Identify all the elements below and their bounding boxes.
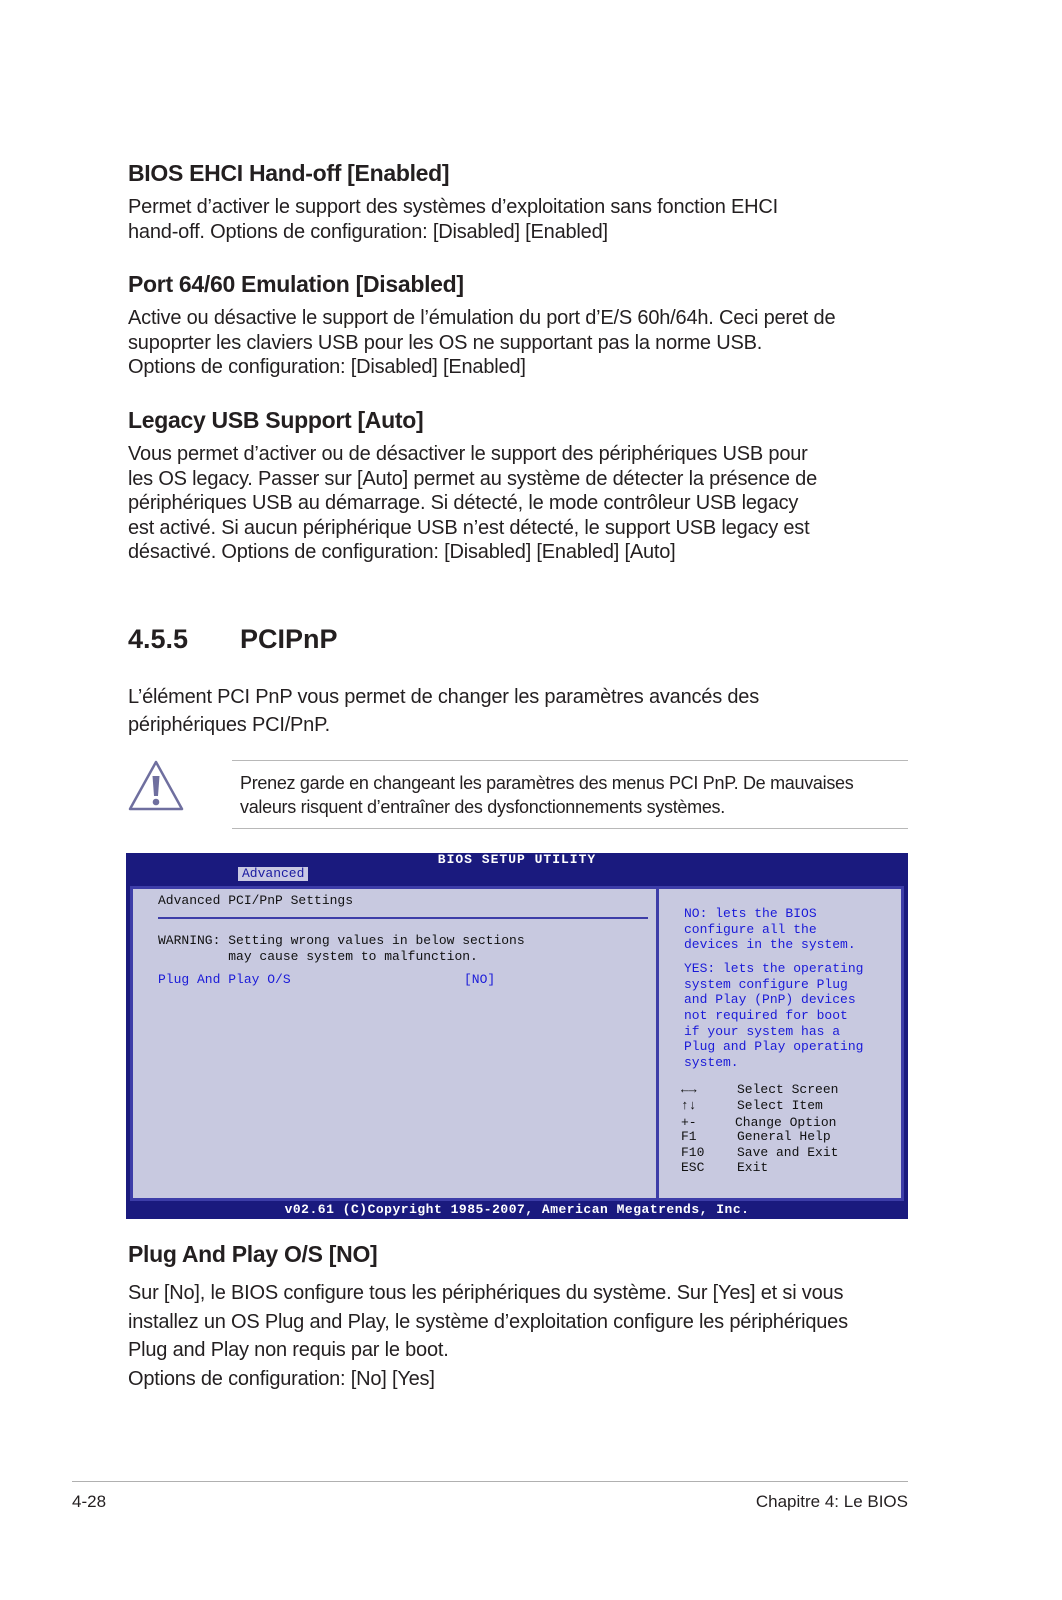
chapter-number: 4.5.5 xyxy=(128,624,189,654)
bios-help-line: system. xyxy=(684,1055,739,1070)
body-line: désactivé. Options de configuration: [Disabled] [Enabled] [Auto] xyxy=(128,541,676,563)
section-heading-port6460: Port 64/60 Emulation [Disabled] xyxy=(128,271,464,297)
section-body-port6460 xyxy=(128,306,918,380)
bios-key-action: Select Screen xyxy=(737,1082,839,1097)
bios-help-line: not required for boot xyxy=(684,1008,848,1023)
bios-key-select-screen: ←→ xyxy=(681,1082,697,1097)
chapter-title: PCIPnP xyxy=(240,624,338,654)
bios-help-line: and Play (PnP) devices xyxy=(684,992,856,1007)
note-top-rule xyxy=(232,760,908,761)
bios-help-line: NO: lets the BIOS xyxy=(684,906,817,921)
body-line: Options de configuration: [No] [Yes] xyxy=(128,1368,435,1391)
note-line: Prenez garde en changeant les paramètres des menus PCI PnP. De mauvaises xyxy=(240,773,854,793)
bios-copyright: v02.61 (C)Copyright 1985-2007, American Megatrends, Inc. xyxy=(284,1202,750,1217)
bios-key-action: Change Option xyxy=(735,1115,837,1130)
bios-key-action: Save and Exit xyxy=(737,1145,839,1160)
bios-main-panel xyxy=(130,886,660,1201)
bios-warning-line2: may cause system to malfunction. xyxy=(158,949,478,964)
bios-help-panel xyxy=(656,886,904,1201)
note-bottom-rule xyxy=(232,828,908,829)
bios-key-action: General Help xyxy=(737,1129,831,1144)
body-line: Plug and Play non requis par le boot. xyxy=(128,1339,449,1362)
bios-help-line: system configure Plug xyxy=(684,977,848,992)
bios-help-line: Plug and Play operating xyxy=(684,1039,864,1054)
body-line: Active ou désactive le support de l’émulation du port d’E/S 60h/64h. Ceci peret de xyxy=(128,307,836,329)
warning-triangle-icon xyxy=(127,759,185,813)
bios-screenshot xyxy=(126,853,908,1219)
body-line: Options de configuration: [Disabled] [Enabled] xyxy=(128,356,526,378)
bios-item-plug-and-play-value[interactable]: [NO] xyxy=(464,972,496,987)
body-line: Sur [No], le BIOS configure tous les périphériques du système. Sur [Yes] et si vous xyxy=(128,1282,844,1304)
section-heading-legacy-usb: Legacy USB Support [Auto] xyxy=(128,407,424,433)
section-heading-plug-and-play: Plug And Play O/S [NO] xyxy=(128,1241,378,1267)
bios-key-change-option: +- xyxy=(681,1115,697,1130)
bios-key-exit: ESC xyxy=(681,1160,705,1175)
note-text xyxy=(240,771,853,819)
footer-rule xyxy=(72,1481,908,1482)
bios-help-line: configure all the xyxy=(684,922,817,937)
bios-help-line: if your system has a xyxy=(684,1024,841,1039)
section-heading-ehci: BIOS EHCI Hand-off [Enabled] xyxy=(128,160,450,186)
bios-warning-line1: WARNING: Setting wrong values in below sections xyxy=(158,933,525,948)
chapter-footer: Chapitre 4: Le BIOS xyxy=(755,1492,908,1511)
section-body-ehci xyxy=(128,195,918,244)
note-line: valeurs risquent d’entraîner des dysfonctionnements systèmes. xyxy=(240,797,725,817)
section-body-legacy-usb xyxy=(128,442,918,565)
body-line: les OS legacy. Passer sur [Auto] permet au système de détecter la présence de xyxy=(128,467,818,490)
bios-help-line: devices in the system. xyxy=(684,937,856,952)
body-line: Vous permet d’activer ou de désactiver le support des périphériques USB pour xyxy=(128,443,808,465)
bios-panel-title: Advanced PCI/PnP Settings xyxy=(158,893,354,908)
body-line: L’élément PCI PnP vous permet de changer les paramètres avancés des xyxy=(128,686,760,708)
bios-separator xyxy=(158,917,648,919)
bios-key-general-help: F1 xyxy=(681,1129,697,1144)
chapter-heading xyxy=(128,624,338,655)
body-line: périphériques USB au démarrage. Si détecté, le mode contrôleur USB legacy xyxy=(128,492,799,514)
body-line: périphériques PCI/PnP. xyxy=(128,714,331,736)
page-number: 4-28 xyxy=(72,1492,107,1511)
body-line: est activé. Si aucun périphérique USB n’est détecté, le support USB legacy est xyxy=(128,516,810,539)
bios-key-action: Exit xyxy=(737,1160,769,1175)
bios-key-save-exit: F10 xyxy=(681,1145,705,1160)
body-line: supoprter les claviers USB pour les OS ne supportant pas la norme USB. xyxy=(128,331,763,354)
bios-item-plug-and-play-label[interactable]: Plug And Play O/S xyxy=(158,972,291,987)
bios-tab-advanced[interactable]: Advanced xyxy=(238,867,308,881)
chapter-intro xyxy=(128,683,918,739)
bios-title: BIOS SETUP UTILITY xyxy=(437,852,597,867)
body-line: installez un OS Plug and Play, le système d’exploitation configure les périphériques xyxy=(128,1310,848,1333)
body-line: Permet d’activer le support des systèmes d’exploitation sans fonction EHCI xyxy=(128,196,778,218)
section-body-plug-and-play xyxy=(128,1279,918,1394)
bios-key-action: Select Item xyxy=(737,1098,823,1113)
body-line: hand-off. Options de configuration: [Disabled] [Enabled] xyxy=(128,220,608,243)
bios-key-select-item: ↑↓ xyxy=(681,1098,697,1113)
bios-help-line: YES: lets the operating xyxy=(684,961,864,976)
